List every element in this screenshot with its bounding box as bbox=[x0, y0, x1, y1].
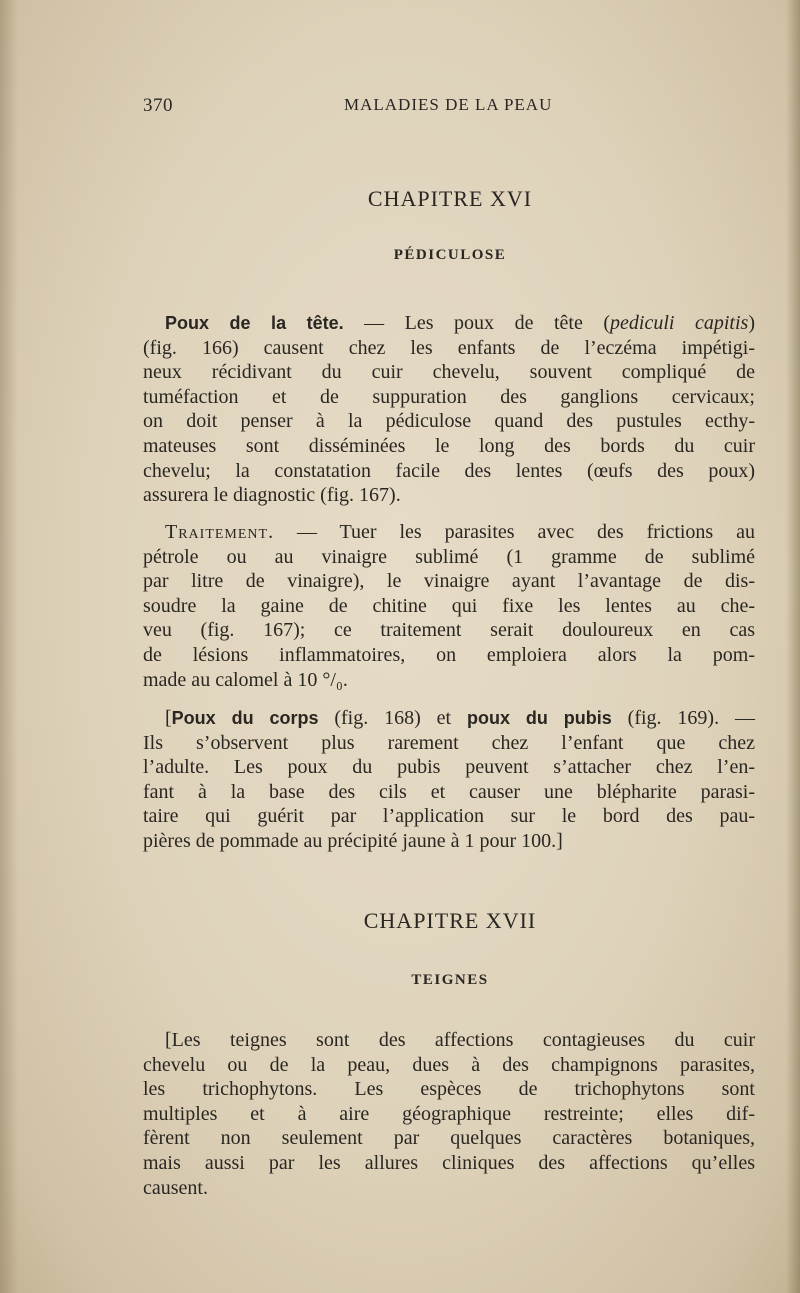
text-line: causent. bbox=[143, 1176, 208, 1199]
bracket: [ bbox=[165, 707, 172, 729]
text-line: assurera le diagnostic (fig. 167). bbox=[143, 484, 401, 507]
text-line bbox=[143, 706, 755, 731]
chapter-title-17: CHAPITRE XVII bbox=[363, 908, 537, 933]
text-line: made au calomel à 10 °/₀. bbox=[143, 668, 348, 691]
bold-lead: Poux du corps bbox=[171, 708, 319, 728]
chapter-title-16: CHAPITRE XVI bbox=[367, 186, 533, 211]
text-line: on doit penser à la pédiculose quand des pustules ecthy- bbox=[143, 410, 755, 433]
section-title-pediculose: PÉDICULOSE bbox=[393, 247, 507, 263]
bold-lead: Poux de la tête. bbox=[165, 313, 344, 333]
text-line: tuméfaction et de suppuration des ganglions cervicaux; bbox=[143, 385, 755, 408]
text-line: [Les teignes sont des affections contagieuses du cuir bbox=[165, 1029, 755, 1051]
text-line bbox=[143, 520, 755, 545]
text-line: Ils s’observent plus rarement chez l’enfant que chez bbox=[143, 731, 755, 754]
text-line: soudre la gaine de chitine qui fixe les lentes au che- bbox=[143, 594, 755, 617]
small-caps-lead: Traitement. bbox=[165, 521, 275, 543]
text-line: fèrent non seulement par quelques caractères botaniques, bbox=[143, 1127, 755, 1150]
bold-lead: poux du pubis bbox=[467, 708, 612, 728]
text-line: par litre de vinaigre), le vinaigre ayant l’avantage de dis- bbox=[143, 570, 755, 593]
text-line: chevelu ou de la peau, dues à des champignons parasites, bbox=[143, 1053, 755, 1076]
text-line: taire qui guérit par l’application sur le bord des pau- bbox=[143, 805, 755, 828]
text-line: neux récidivant du cuir chevelu, souvent compliqué de bbox=[143, 361, 755, 384]
text-line bbox=[143, 311, 755, 336]
text-line: fant à la base des cils et causer une blépharite parasi- bbox=[143, 780, 755, 803]
running-title: MALADIES DE LA PEAU bbox=[344, 95, 553, 114]
text-line: pières de pommade au précipité jaune à 1 pour 100.] bbox=[143, 829, 563, 852]
text-run: ) bbox=[748, 312, 755, 334]
text-line: multiples et à aire géographique restreinte; elles dif- bbox=[143, 1102, 755, 1125]
text-run: (fig. 168) et bbox=[318, 707, 467, 729]
text-line: (fig. 166) causent chez les enfants de l’eczéma impétigi- bbox=[143, 336, 755, 359]
text-run: — Tuer les parasites avec des frictions au bbox=[274, 521, 755, 543]
text-line: chevelu; la constatation facile des lentes (œufs des poux) bbox=[143, 459, 755, 482]
paragraph-traitement bbox=[143, 520, 755, 692]
italic-run: pediculi capitis bbox=[610, 312, 749, 334]
text-line: l’adulte. Les poux du pubis peuvent s’attacher chez l’en- bbox=[143, 756, 755, 779]
paragraph-poux-tete bbox=[143, 311, 755, 508]
text-run: — Les poux de tête ( bbox=[343, 312, 611, 334]
text-line: mais aussi par les allures cliniques des affections qu’elles bbox=[143, 1151, 755, 1174]
text-line: veu (fig. 167); ce traitement serait douloureux en cas bbox=[143, 619, 755, 642]
section-title-teignes: TEIGNES bbox=[411, 972, 489, 988]
text-line: pétrole ou au vinaigre sublimé (1 gramme de sublimé bbox=[143, 545, 755, 568]
text-line: de lésions inflammatoires, on emploiera alors la pom- bbox=[143, 643, 755, 666]
paragraph-teignes bbox=[143, 1028, 755, 1200]
text-line: les trichophytons. Les espèces de trichophytons sont bbox=[143, 1078, 755, 1101]
text-run: (fig. 169). — bbox=[611, 707, 755, 729]
page-number: 370 bbox=[143, 95, 173, 116]
paragraph-poux-corps bbox=[143, 706, 755, 854]
text-line: mateuses sont disséminées le long des bords du cuir bbox=[143, 434, 755, 457]
